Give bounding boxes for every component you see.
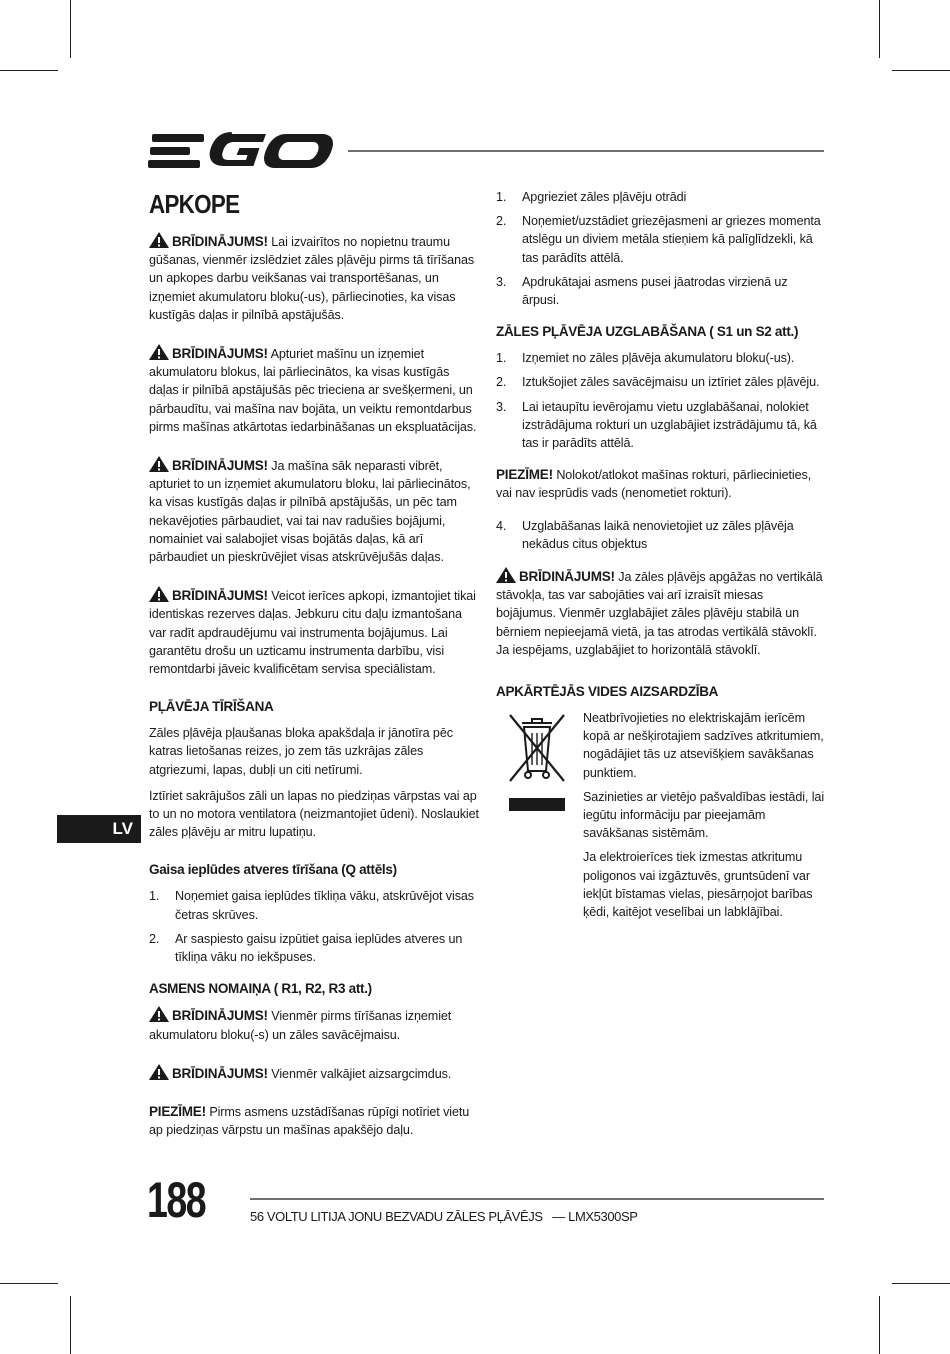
- warning-label: BRĪDINĀJUMS!: [172, 588, 268, 604]
- environment-block: [496, 709, 826, 927]
- warning-label: BRĪDINĀJUMS!: [172, 346, 268, 362]
- ego-logo: [148, 128, 334, 174]
- warning-icon: [149, 232, 169, 248]
- warning-block: [149, 232, 479, 324]
- footer-rule: [250, 1198, 824, 1200]
- warning-text: Vienmēr valkājiet aizsargcimdus.: [271, 1066, 452, 1081]
- left-column: [149, 188, 479, 1159]
- footer-model: LMX5300SP: [568, 1209, 638, 1224]
- list-item: [496, 349, 826, 367]
- warning-block: [149, 1064, 479, 1083]
- list-item: [496, 212, 826, 267]
- list-item: [496, 373, 826, 391]
- step-text: Ar saspiesto gaisu izpūtiet gaisa ieplūdes atveres un tīkliņa vāku no iekšpuses.: [175, 931, 463, 965]
- warning-label: BRĪDINĀJUMS!: [172, 458, 268, 474]
- warning-text: Vienmēr pirms tīrīšanas izņemiet akumulatoru bloku(-s) un zāles savācējmaisu.: [149, 1009, 452, 1042]
- step-text: Noņemiet/uzstādiet griezējasmeni ar griezes momenta atslēgu un diviem metāla stieņiem kā palīglīdzekli, kā tas parādīts attēlā.: [522, 214, 821, 265]
- environment-paragraph: Neatbrīvojieties no elektriskajām ierīcēm kopā ar nešķirotajiem sadzīves atkritumiem, nogādājiet tās uz atsevišķiem savākšanas punktiem.: [583, 711, 824, 780]
- note-text: Pirms asmens uzstādīšanas rūpīgi notīriet vietu ap piedziņas vārpstu un mašīnas apakšējo daļu.: [149, 1104, 470, 1138]
- section-heading-storage: ZĀLES PĻĀVĒJA UZGLABĀŠANA ( S1 un S2 att.): [496, 324, 799, 340]
- step-number: 2.: [149, 931, 160, 946]
- warning-icon: [496, 567, 516, 583]
- section-heading-cleaning: PĻĀVĒJA TĪRĪŠANA: [149, 699, 274, 715]
- step-number: 1.: [496, 190, 507, 204]
- section-heading-environment: APKĀRTĒJĀS VIDES AIZSARDZĪBA: [496, 684, 719, 700]
- crop-mark: [0, 70, 58, 71]
- footer-product-line: 56 VOLTU LITIJA JONU BEZVADU ZĀLES PĻĀVĒJS: [250, 1209, 543, 1224]
- crossed-bin-icon: [502, 709, 572, 787]
- list-item: [149, 887, 479, 923]
- note-label: PIEZĪME!: [149, 1103, 206, 1119]
- environment-text: [583, 709, 826, 927]
- step-text: Uzglabāšanas laikā nenovietojiet uz zāles pļāvēja nekādus citus objektus: [522, 518, 794, 551]
- warning-text: Apturiet mašīnu un izņemiet akumulatoru blokus, lai pārliecinātos, ka visas kustīgās daļas ir pilnībā apstājušās pēc trieciena ar svešķermeni, un pārbaudītu, vai mašīna nav bojāta, un veiktu remontdarbus pirms mašīnas atkārtotas iedarbināšanas un ekspluatācijas.: [149, 347, 477, 434]
- list-item: [149, 930, 479, 966]
- crop-mark: [892, 1283, 950, 1284]
- step-number: 2.: [496, 375, 507, 390]
- warning-text: Lai izvairītos no nopietnu traumu gūšanas, vienmēr izslēdziet zāles pļāvēju pirms tā tīrīšanas un apkopes darbu veikšanas vai transportēšanas, un izņemiet akumulatoru bloku(-us), pārliecinoties, ka visas kustīgās daļas ir pilnībā apstājušās.: [149, 235, 475, 322]
- list-item: [496, 188, 826, 206]
- step-number: 2.: [496, 214, 507, 229]
- environment-paragraph: Sazinieties ar vietējo pašvaldības iestādi, lai iegūtu informāciju par pieejamām savākšanas sistēmām.: [583, 789, 825, 841]
- warning-label: BRĪDINĀJUMS!: [172, 1008, 268, 1024]
- crop-mark: [70, 1296, 71, 1354]
- footer-text: [250, 1208, 638, 1226]
- step-text: Lai ietaupītu ievērojamu vietu uzglabāšanai, nolokiet izstrādājuma rokturi un uzglabājiet izstrādājumu tā, kā tas ir parādīts attēlā.: [522, 399, 817, 451]
- crop-mark: [879, 0, 880, 58]
- warning-icon: [149, 586, 169, 602]
- list-item: [496, 517, 826, 553]
- right-column: [496, 188, 826, 927]
- warning-block: [149, 344, 479, 436]
- section-heading-air-intake: Gaisa ieplūdes atveres tīrīšana (Q attēls): [149, 862, 397, 878]
- air-intake-steps: [149, 887, 479, 966]
- footer-separator: —: [552, 1209, 565, 1224]
- warning-text: Ja mašīna sāk neparasti vibrēt, apturiet to un izņemiet akumulatoru bloku, lai pārliecinātos, ka visas kustīgās daļas ir pilnībā apstājušās, un pēc tam nekavējoties pārbaudiet, vai tai nav radušies bojājumi, nomainiet vai salabojiet visas bojātās daļas, kā arī pārbaudiet un pieskrūvējiet visas atskrūvējušās daļas.: [149, 459, 471, 565]
- weee-bar: [509, 798, 565, 811]
- section-heading-blade: ASMENS NOMAIŅA ( R1, R2, R3 att.): [149, 981, 372, 997]
- step-number: 1.: [496, 351, 507, 366]
- page-number: 188: [147, 1172, 206, 1228]
- warning-icon: [149, 456, 169, 472]
- note-block: [149, 1103, 479, 1139]
- warning-icon: [149, 344, 169, 360]
- warning-label: BRĪDINĀJUMS!: [172, 1065, 268, 1081]
- warning-block: [496, 567, 826, 659]
- warning-icon: [149, 1064, 169, 1080]
- storage-steps: [496, 349, 826, 452]
- crop-mark: [892, 70, 950, 71]
- step-number: 3.: [496, 274, 507, 289]
- list-item: [496, 273, 826, 309]
- warning-text: Ja zāles pļāvējs apgāžas no vertikālā stāvokļa, tas var sabojāties vai arī izraisīt miesas bojājumus. Vienmēr uzglabājiet zāles pļāvēju stabilā un bērniem nepieejamā vietā, ja tas atrodas vertikālā stāvoklī. Ja iespējams, uzglabājiet to horizontālā stāvoklī.: [496, 570, 823, 657]
- storage-steps-continued: [496, 517, 826, 553]
- blade-steps: [496, 188, 826, 309]
- weee-symbol: [502, 709, 576, 927]
- warning-label: BRĪDINĀJUMS!: [519, 569, 615, 585]
- language-tab: LV: [57, 815, 141, 843]
- step-text: Izņemiet no zāles pļāvēja akumulatoru bloku(-us).: [522, 351, 795, 366]
- cleaning-paragraph: Iztīriet sakrājušos zāli un lapas no piedziņas vārpstas vai ap to un no motora ventilatora (neizmantojiet ūdeni). Noslaukiet zāles pļāvēju ar mitru lupatiņu.: [149, 788, 479, 840]
- crop-mark: [879, 1296, 880, 1354]
- step-text: Apdrukātajai asmens pusei jāatrodas virzienā uz ārpusi.: [522, 274, 788, 308]
- warning-block: [149, 1006, 479, 1043]
- crop-mark: [70, 0, 71, 58]
- warning-block: [149, 586, 479, 678]
- step-text: Noņemiet gaisa ieplūdes tīkliņa vāku, atskrūvējot visas četras skrūves.: [175, 889, 475, 922]
- environment-paragraph: Ja elektroierīces tiek izmestas atkritumu poligonos vai izgāztuvēs, gruntsūdenī var iekļūt bīstamas vielas, piesārņojot barības ķēdi, kaitējot veselībai un labklājībai.: [583, 850, 813, 920]
- step-text: Apgrieziet zāles pļāvēju otrādi: [522, 190, 687, 204]
- warning-text: Veicot ierīces apkopi, izmantojiet tikai identiskas rezerves daļas. Jebkuru citu daļu izmantošana var radīt apdraudējumu vai instrumenta bojājumus. Lai garantētu drošu un uzticamu instrumenta darbību, visi remontdarbi jāveic kvalificētam servisa speciālistam.: [149, 589, 476, 677]
- step-text: Iztukšojiet zāles savācējmaisu un iztīriet zāles pļāvēju.: [522, 375, 820, 390]
- crop-mark: [0, 1283, 58, 1284]
- note-text: Nolokot/atlokot mašīnas rokturi, pārliecinieties, vai nav iesprūdis vads (nenometiet rokturi).: [496, 468, 812, 501]
- page-title: APKOPE: [149, 189, 240, 219]
- step-number: 3.: [496, 399, 507, 414]
- warning-icon: [149, 1006, 169, 1022]
- warning-label: BRĪDINĀJUMS!: [172, 234, 268, 249]
- note-label: PIEZĪME!: [496, 467, 553, 483]
- warning-block: [149, 456, 479, 566]
- cleaning-paragraph: Zāles pļāvēja pļaušanas bloka apakšdaļa ir jānotīra pēc katras lietošanas reizes, jo zem tās uzkrājas zāles atgriezumi, lapas, dubļi un citi netīrumi.: [149, 726, 453, 777]
- note-block: [496, 466, 826, 502]
- step-number: 4.: [496, 518, 507, 533]
- step-number: 1.: [149, 889, 160, 904]
- header-rule: [348, 150, 824, 152]
- list-item: [496, 398, 826, 453]
